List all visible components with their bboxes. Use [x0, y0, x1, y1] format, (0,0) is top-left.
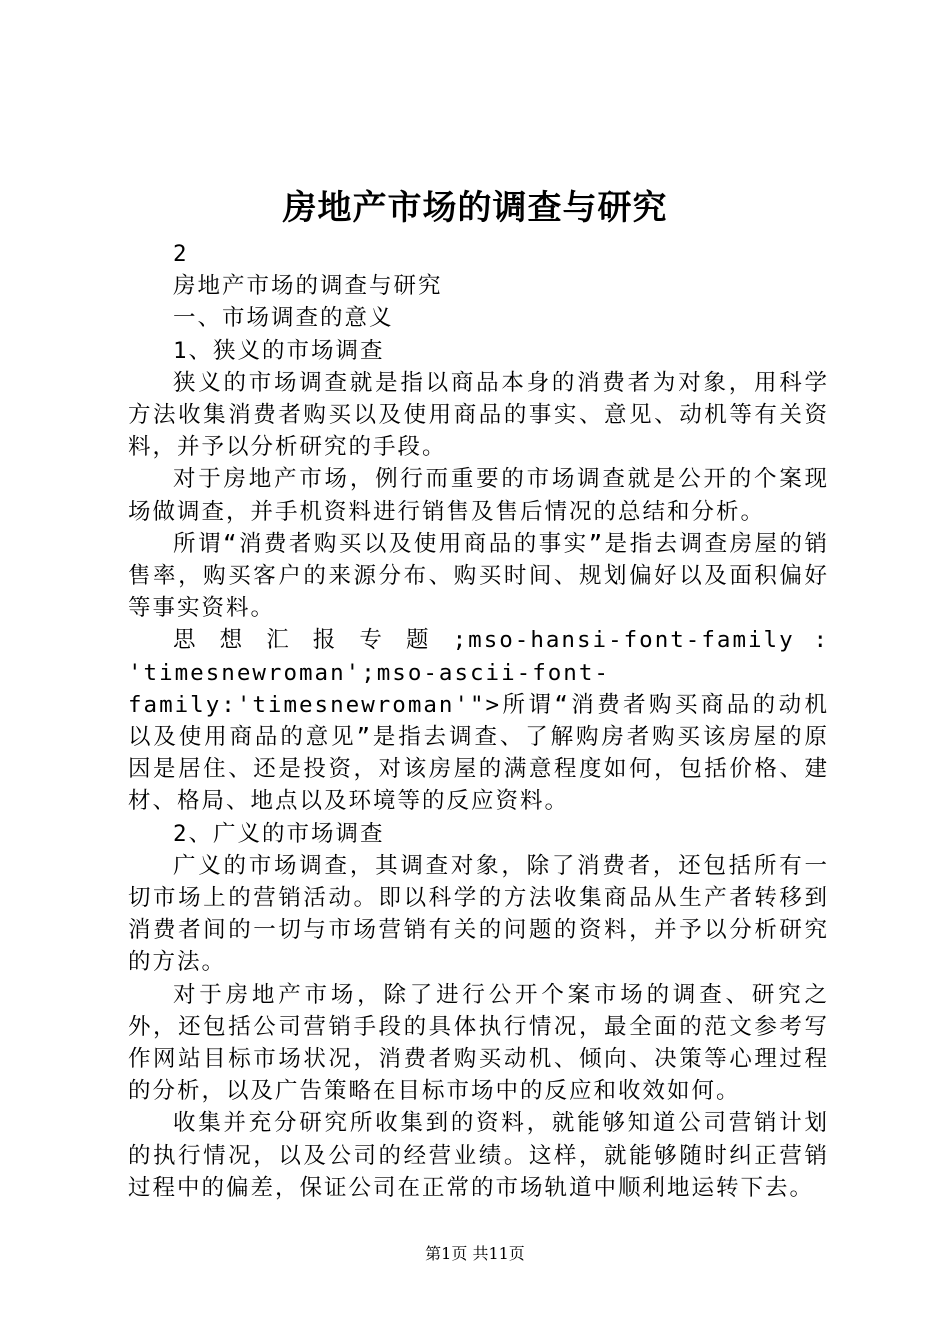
- paragraph-number: 2: [173, 241, 189, 267]
- paragraph-motives: 思 想 汇 报 专 题 ;mso-hansi-font-family : 'timesnewroman';mso-ascii-font-family:'timesnewroman'">所谓“消费者购买商品的动机以及使用商品的意见”是指去调查、了解购房者购买该房屋的原因是居住、还是投资，对该房屋的满意程度如何，包括价格、建材、格局、地点以及环境等的反应资料。: [128, 627, 829, 815]
- document-title: 房地产市场的调查与研究: [282, 188, 668, 228]
- page-footer: 第1页 共11页: [425, 1244, 525, 1263]
- paragraph-narrow-definition: 狭义的市场调查就是指以商品本身的消费者为对象，用科学方法收集消费者购买以及使用商品的事实、意见、动机等有关资料，并予以分析研究的手段。: [128, 369, 829, 461]
- heading-narrow-survey: 1、狭义的市场调查: [173, 337, 385, 364]
- heading-broad-survey: 2、广义的市场调查: [173, 820, 385, 847]
- paragraph-conclusion: 收集并充分研究所收集到的资料，就能够知道公司营销计划的执行情况，以及公司的经营业绩。这样，就能够随时纠正营销过程中的偏差，保证公司在正常的市场轨道中顺利地运转下去。: [128, 1110, 829, 1201]
- document-body: [128, 238, 829, 1204]
- paragraph-broad-real-estate: 对于房地产市场，除了进行公开个案市场的调查、研究之外，还包括公司营销手段的具体执行情况，最全面的范文参考写作网站目标市场状况，消费者购买动机、倾向、决策等心理过程的分析，以及广告策略在目标市场中的反应和收效如何。: [128, 981, 829, 1105]
- heading-section-1: 一、市场调查的意义: [173, 305, 394, 332]
- paragraph-real-estate-survey: 对于房地产市场，例行而重要的市场调查就是公开的个案现场做调查，并手机资料进行销售及售后情况的总结和分析。: [128, 466, 829, 525]
- paragraph-subtitle: 房地产市场的调查与研究: [173, 273, 443, 300]
- paragraph-facts: 所谓“消费者购买以及使用商品的事实”是指去调查房屋的销售率，购买客户的来源分布、购买时间、规划偏好以及面积偏好等事实资料。: [128, 530, 829, 622]
- paragraph-broad-definition: 广义的市场调查，其调查对象，除了消费者，还包括所有一切市场上的营销活动。即以科学的方法收集商品从生产者转移到消费者间的一切与市场营销有关的问题的资料，并予以分析研究的方法。: [128, 852, 829, 976]
